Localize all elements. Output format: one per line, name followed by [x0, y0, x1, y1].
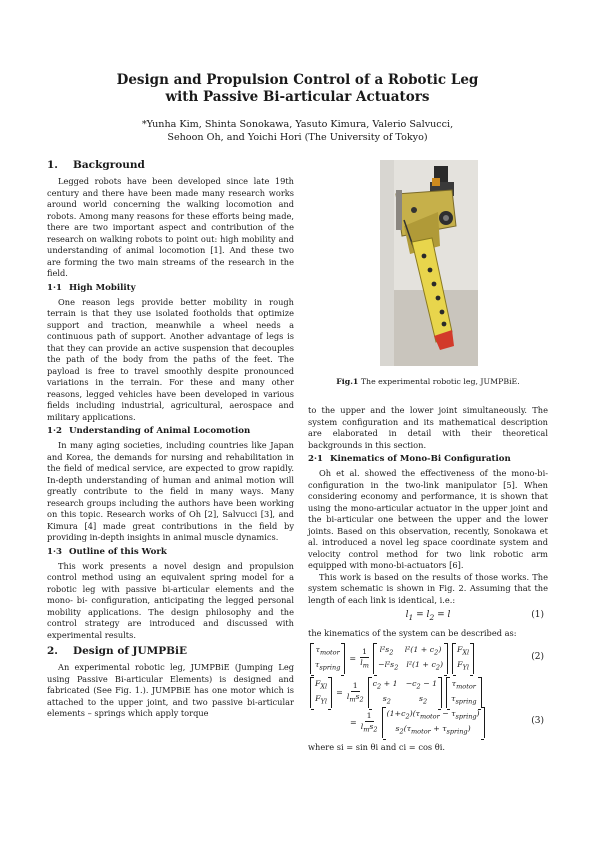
- variable-definition: where si = sin θi and ci = cos θi.: [308, 741, 445, 752]
- author-list: *Yunha Kim, Shinta Sonokawa, Yasuto Kimura, Valerio Salvucci, Sehoon Oh, and Yoichi Hori (The University of Tokyo): [141, 119, 454, 143]
- outline-paragraph: This work presents a novel design and propulsion control method using an equivalent spring model for a robotic leg with passive bi-articular elements and the mono- bi- configuration, anticipating the legged personal mobility applications. The design philosophy and the control strategy are introduced and discussed with experimental results.: [47, 560, 294, 640]
- equation-3: $F_{Xl}$ $F_{Yl}$ = $\frac{1}{l_ms_2}$ $c_2 + 1$ $-c_2 - 1$ $s_2$ $s_2$ $\tau_{motor}$ $\tau_{spring}$ = $\frac{1}{l_ms_2}$ $(1+c_2)(\tau_{motor} - \tau_{spring})$ $s_2(\tau_{motor} + \tau_{spring})$ (3): [308, 678, 548, 738]
- high-mobility-paragraph: One reason legs provide better mobility in rough terrain is that they use isolated footholds that optimize support and traction, meanwhile a wheel needs a continuous path of support. Another advantage of legs is that they can provide an active suspension that decouples the path of the body from the paths of the feet. The payload is free to travel smoothly despite pronounced variations in the terrain. For these and many other reasons, legged vehicles have been developed in various fields including industrial, agricultural, aerospace and military applications.: [47, 296, 294, 422]
- left-column: [47, 155, 294, 720]
- equation-1-body: $l_1 = l_2 = l$: [405, 610, 451, 622]
- subsection-heading-outline: 1·3 Outline of this Work: [47, 546, 167, 557]
- animal-locomotion-paragraph: In many aging societies, including countries like Japan and Korea, the demands for nursing and rehabilitation in the field of medical service, are expected to grow rapidly. In-depth understanding of human and animal motion will greatly contribute to the field in many ways. Many research groups including the authors have been working on this topic. Research works of Oh [2], Salvucci [3], and Kimura [4] made great contributions in the field by providing in-depth insights in animal muscle dynamics.: [47, 440, 294, 542]
- equation-2: $\tau_{motor}$ $\tau_{spring}$ = $\frac{1}{l_m}$ $l^2s_2$ $l^2(1 + c_2)$ $-l^2s_2$ $l^2(1 + c_2)$ $F_{Xl}$ $F_{Yl}$ (2): [308, 644, 548, 674]
- section-heading-background: 1. Background: [47, 159, 145, 171]
- design-paragraph: An experimental robotic leg, JUMPBiE (Jumping Leg using Passive Bi-articular Elements) is designed and fabricated (See Fig. 1.). JUMPBiE has one motor which is attached to the upper joint, and two passive bi-articular elements – springs which apply torque: [47, 662, 294, 718]
- background-paragraph: Legged robots have been developed since late 19th century and there have been made many research works around world concerning the walking locomotion and robots. Among many reasons for these efforts being made, there are two important aspect and contribution of the research on walking robots to point out: high mobility and understanding of animal locomotion [1]. And these two are forming the two main streams of the research in the field.: [47, 176, 294, 278]
- design-paragraph-continued: to the upper and the lower joint simultaneously. The system configuration and its mathematical description are elaborated in detail with their theoretical backgrounds in this section.: [308, 405, 548, 450]
- robotic-leg-photo: [374, 160, 484, 366]
- subsection-heading-kinematics: 2·1 Kinematics of Mono-Bi Configuration: [308, 454, 511, 464]
- kinematics-intro: the kinematics of the system can be described as:: [308, 628, 517, 638]
- kinematics-paragraph: Oh et al. showed the effectiveness of the mono-bi-configuration in the two-link manipulator [5]. When considering economy and performance, it is shown that using the mono-articular actuator in the upper joint and the bi-articular one between the upper and the lower joints. Based on this observation, recently, Sonokawa et al. introduced a novel leg space coordinate system and velocity control method for two link robotic arm equipped with mono-bi-actuators [6].: [308, 468, 548, 570]
- subsection-heading-animal-locomotion: 1·2 Understanding of Animal Locomotion: [47, 426, 251, 436]
- right-column: [308, 405, 548, 753]
- kinematics-paragraph-2: This work is based on the results of those works. The system schematic is shown in Fig. 2. Assuming that the length of each link is identical, i.e.:: [308, 571, 548, 605]
- section-heading-design: 2. Design of JUMPBiE: [47, 645, 188, 657]
- figure-caption: Fig.1 The experimental robotic leg, JUMPBiE.: [336, 377, 520, 386]
- subsection-heading-high-mobility: 1·1 High Mobility: [47, 282, 136, 293]
- robotic-leg-illustration: [374, 160, 484, 366]
- equation-1: $l_1 = l_2 = l$ (1): [405, 610, 544, 622]
- paper-title: Design and Propulsion Control of a Robotic Leg with Passive Bi-articular Actuators: [116, 72, 479, 105]
